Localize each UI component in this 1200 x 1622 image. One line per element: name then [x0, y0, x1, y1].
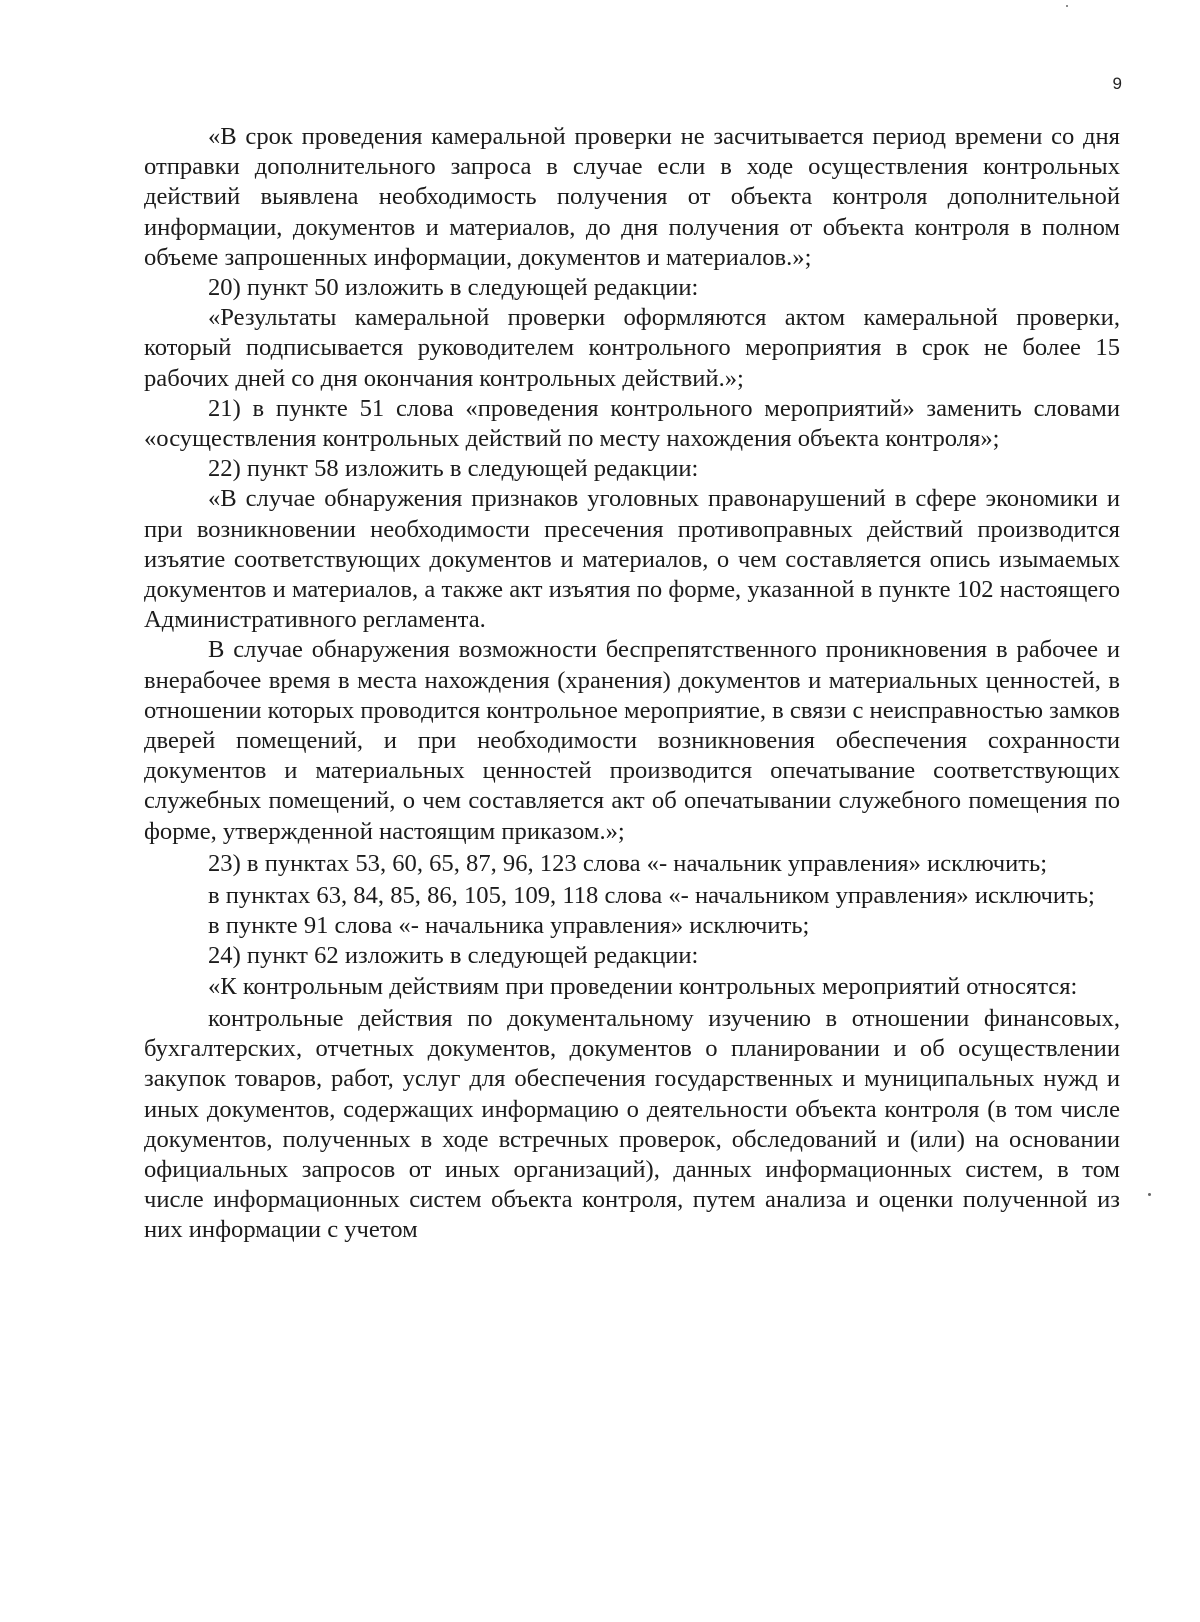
paragraph-item-22: 22) пункт 58 изложить в следующей редакции:: [208, 455, 699, 483]
paragraph-item-23-second: в пунктах 63, 84, 85, 86, 105, 109, 118 слова «- начальником управления» исключить;: [208, 882, 1095, 910]
scan-speck: [1148, 1193, 1151, 1196]
paragraph-sealing: В случае обнаружения возможности беспрепятственного проникновения в рабочее и внерабочее время в места нахождения (хранения) документов и материальных ценностей, в отношении которых проводится контрольное мероприятие, в связи с неисправностью замков дверей помещений, и при необходимости возникновения обеспечения сохранности документов и материальных ценностей производится опечатывание соответствующих служебных помещений, о чем составляется акт об опечатывании служебного помещения по форме, утвержденной настоящим приказом.»;: [144, 636, 1120, 845]
paragraph-item-20: 20) пункт 50 изложить в следующей редакции:: [208, 274, 699, 302]
paragraph-item-21: 21) в пункте 51 слова «проведения контрольного мероприятий» заменить словами «осуществления контрольных действий по месту нахождения объекта контроля»;: [144, 394, 1120, 453]
paragraph-item-24: 24) пункт 62 изложить в следующей редакции:: [208, 942, 699, 970]
paragraph-documentary-study: контрольные действия по документальному изучению в отношении финансовых, бухгалтерских, отчетных документов, документов о планировании и об осуществлении закупок товаров, работ, услуг для обеспечения государственных и муниципальных нужд и иных документов, содержащих информацию о деятельности объекта контроля (в том числе документов, полученных в ходе встречных проверок, обследований и (или) на основании официальных запросов от иных организаций), данных информационных систем, в том числе информационных систем объекта контроля, путем анализа и оценки полученной из них информации с учетом: [144, 1004, 1120, 1244]
paragraph-seizure: «В случае обнаружения признаков уголовных правонарушений в сфере экономики и при возникновении необходимости пресечения противоправных действий производится изъятие соответствующих документов и материалов, о чем составляется опись изымаемых документов и материалов, а также акт изъятия по форме, указанной в пункте 102 настоящего Административного регламента.: [144, 485, 1120, 634]
document-body: [144, 122, 1120, 1246]
paragraph-camera-check-term: «В срок проведения камеральной проверки не засчитывается период времени со дня отправки дополнительного запроса в случае если в ходе осуществления контрольных действий выявлена необходимость получения от объекта контроля дополнительной информации, документов и материалов, до дня получения от объекта контроля в полном объеме запрошенных информации, документов и материалов.»;: [144, 123, 1120, 271]
paragraph-item-23-third: в пункте 91 слова «- начальника управления» исключить;: [208, 912, 810, 940]
page-number: 9: [1112, 74, 1122, 93]
paragraph-control-actions: «К контрольным действиям при проведении контрольных мероприятий относятся:: [208, 972, 1078, 1000]
paragraph-item-23: 23) в пунктах 53, 60, 65, 87, 96, 123 слова «- начальник управления» исключить;: [208, 849, 1048, 877]
paragraph-camera-check-results: «Результаты камеральной проверки оформляются актом камеральной проверки, который подписывается руководителем контрольного мероприятия в срок не более 15 рабочих дней со дня окончания контрольных действий.»;: [144, 304, 1120, 392]
scan-speck: [1066, 5, 1068, 7]
